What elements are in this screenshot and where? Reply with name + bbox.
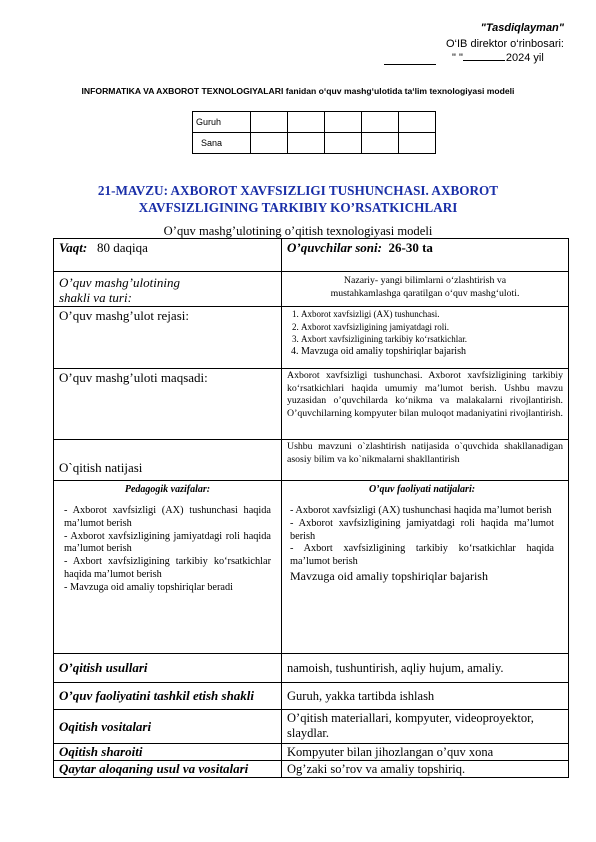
organization-value: Guruh, yakka tartibda ishlash bbox=[282, 683, 569, 710]
result-label: O`qitish natijasi bbox=[54, 440, 282, 481]
learning-outcome: - Axborot xavfsizligi (AX) tushunchasi haqida ma’lumot berish bbox=[290, 505, 552, 516]
group-cell bbox=[362, 112, 399, 133]
learning-outcome: - Axborot xavfsizligining jamiyatdagi roli haqida ma’lumot berish bbox=[290, 517, 554, 542]
plan-list bbox=[287, 308, 563, 358]
topic-line-2: XAVFSIZLIGINING TARKIBIY KO’RSATKICHLARI bbox=[138, 200, 458, 215]
learning-outcome: Mavzuga oid amaliy topshiriqlar bajarish bbox=[290, 568, 488, 583]
group-cell bbox=[288, 112, 325, 133]
form-label-line-2: shakli va turi: bbox=[59, 290, 132, 305]
learning-outcomes-cell bbox=[282, 481, 569, 654]
learning-outcomes-list bbox=[290, 505, 554, 584]
feedback-value: Og’zaki so’rov va amaliy topshiriq. bbox=[282, 761, 569, 778]
group-cell bbox=[325, 112, 362, 133]
plan-cell bbox=[282, 307, 569, 369]
approval-title: "Tasdiqlayman" bbox=[480, 22, 564, 34]
date-quote: " " bbox=[452, 52, 463, 64]
conditions-label: Oqitish sharoiti bbox=[54, 744, 282, 761]
date-cell bbox=[399, 133, 436, 154]
feedback-row bbox=[54, 761, 569, 778]
pedagogical-tasks-cell bbox=[54, 481, 282, 654]
methods-row bbox=[54, 654, 569, 683]
time-label: Vaqt bbox=[59, 240, 83, 255]
tasks-row bbox=[54, 481, 569, 654]
date-label: Sana bbox=[193, 133, 251, 154]
date-cell bbox=[362, 133, 399, 154]
date-cell bbox=[325, 133, 362, 154]
group-date-table bbox=[192, 111, 436, 154]
methods-value: namoish, tushuntirish, aqliy hujum, amaliy. bbox=[282, 654, 569, 683]
time-cell: Vaqt: 80 daqiqa bbox=[54, 239, 282, 272]
date-cell bbox=[251, 133, 288, 154]
organization-row bbox=[54, 683, 569, 710]
signature-line bbox=[384, 64, 436, 65]
form-label-line-1: O’quv mashg’ulotining bbox=[59, 275, 180, 290]
pedagogical-tasks-heading: Pedagogik vazifalar: bbox=[124, 484, 211, 495]
conditions-row bbox=[54, 744, 569, 761]
pedagogical-task: - Axbort xavfsizligining tarkibiy ko‘rsatkichlar haqida ma’lumot berish bbox=[64, 556, 271, 580]
feedback-label: Qaytar aloqaning usul va vositalari bbox=[54, 761, 282, 778]
pedagogical-task: - Mavzuga oid amaliy topshiriqlar beradi bbox=[64, 581, 233, 593]
students-cell: O’quvchilar soni: 26-30 ta bbox=[282, 239, 569, 272]
tools-row bbox=[54, 710, 569, 744]
pedagogical-tasks-list bbox=[64, 505, 271, 595]
date-cell bbox=[288, 133, 325, 154]
plan-item: 1. Axborot xavfsizligi (AX) tushunchasi. bbox=[301, 308, 563, 321]
learning-outcomes-heading: O’quv faoliyati natijalari: bbox=[368, 484, 476, 495]
group-cell bbox=[251, 112, 288, 133]
group-label: Guruh bbox=[193, 112, 251, 133]
group-cell bbox=[399, 112, 436, 133]
goal-label: O’quv mashg’uloti maqsadi: bbox=[54, 369, 282, 440]
date-row bbox=[193, 133, 436, 154]
goal-row bbox=[54, 369, 569, 440]
form-value-line-1: Nazariy- yangi bilimlarni o‘zlashtirish va bbox=[343, 275, 507, 286]
pedagogical-task: - Axborot xavfsizligi (AX) tushunchasi haqida ma’lumot berish bbox=[64, 505, 271, 529]
students-value: 26-30 ta bbox=[388, 240, 433, 255]
document-title: INFORMATIKA VA AXBOROT TEXNOLOGIYALARI fanidan o‘quv mashg‘ulotida ta‘lim texnologiyasi modeli bbox=[81, 86, 515, 96]
plan-label: O’quv mashg’ulot rejasi: bbox=[54, 307, 282, 369]
pedagogical-task: - Axborot xavfsizligining jamiyatdagi roli haqida ma’lumot berish bbox=[64, 530, 271, 555]
conditions-value: Kompyuter bilan jihozlangan o’quv xona bbox=[282, 744, 569, 761]
result-row bbox=[54, 440, 569, 481]
date-line bbox=[463, 60, 505, 61]
approval-year: 2024 yil bbox=[505, 52, 544, 64]
learning-outcome: - Axbort xavfsizligining tarkibiy ko‘rsatkichlar haqida ma’lumot berish bbox=[290, 543, 554, 568]
form-label-cell bbox=[54, 272, 282, 307]
tools-value: O’qitish materiallari, kompyuter, videoproyektor, slaydlar. bbox=[282, 710, 569, 744]
lesson-model-table bbox=[53, 238, 569, 778]
approval-role: O‘IB direktor o‘rinbosari: bbox=[446, 38, 564, 50]
approval-date bbox=[452, 52, 544, 64]
form-row bbox=[54, 272, 569, 307]
form-value-line-2: mustahkamlashga qaratilgan o‘quv mashg‘uloti. bbox=[330, 287, 520, 299]
plan-item: 4. Mavzuga oid amaliy topshiriqlar bajarish bbox=[301, 346, 563, 359]
group-row bbox=[193, 112, 436, 133]
time-value: 80 daqiqa bbox=[96, 240, 148, 255]
plan-item: 2. Axborot xavfsizligining jamiyatdagi roli. bbox=[301, 321, 563, 334]
tools-label: Oqitish vositalari bbox=[54, 710, 282, 744]
organization-label: O’quv faoliyatini tashkil etish shakli bbox=[54, 683, 282, 710]
plan-row bbox=[54, 307, 569, 369]
goal-value: Axborot xavfsizligi tushunchasi. Axborot xavfsizligining tarkibiy ko‘rsatkichlari haqida umumiy ma’lumot berish. Ushbu mavzu yuzasidan o’quvchilarda ko‘nikma va malakalarni rivojlantirish. O’quvchilarning kompyuter bilan muloqot madaniyatini rivojlantirish. bbox=[282, 369, 569, 440]
result-value: Ushbu mavzuni o`zlashtirish natijasida o`quvchida shakllanadigan asosiy bilim va ko`nikmalarni shakllantirish bbox=[282, 440, 569, 481]
topic-heading bbox=[40, 182, 556, 216]
students-label: O’quvchilar soni bbox=[287, 240, 378, 255]
form-value-cell bbox=[282, 272, 569, 307]
plan-item: 3. Axbort xavfsizligining tarkibiy ko‘rsatkichlar. bbox=[301, 333, 563, 346]
time-row bbox=[54, 239, 569, 272]
methods-label: O’qitish usullari bbox=[54, 654, 282, 683]
topic-line-1: 21-MAVZU: AXBOROT XAVFSIZLIGI TUSHUNCHASI. AXBOROT bbox=[97, 183, 499, 198]
model-subtitle: O’quv mashg’ulotining o’qitish texnologiyasi modeli bbox=[163, 224, 433, 238]
